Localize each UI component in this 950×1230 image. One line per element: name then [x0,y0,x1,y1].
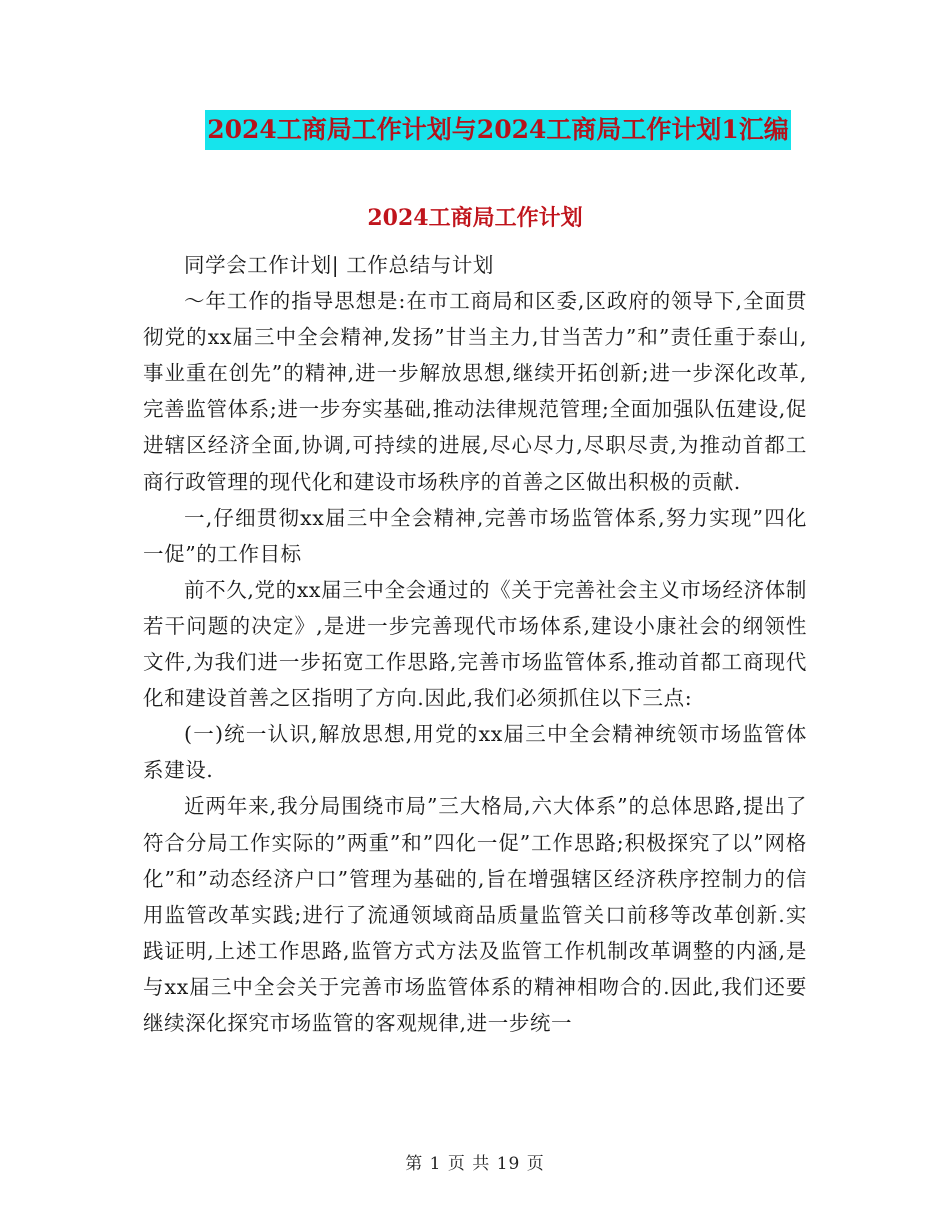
paragraph-decision: 前不久,党的xx届三中全会通过的《关于完善社会主义市场经济体制若干问题的决定》,是进一步完善现代市场体系,建设小康社会的纲领性文件,为我们进一步拓宽工作思路,完善市场监管体系,推动首都工商现代化和建设首善之区指明了方向.因此,我们必须抓住以下三点: [143,577,807,711]
paragraph-category: 同学会工作计划| 工作总结与计划 [184,253,495,277]
paragraph-heading-one: 一,仔细贯彻xx届三中全会精神,完善市场监管体系,努力实现”四化一促”的工作目标 [143,505,807,566]
section-title: 2024工商局工作计划 [367,205,583,231]
paragraph-subheading-one: (一)统一认识,解放思想,用党的xx届三中全会精神统领市场监管体系建设. [143,722,807,783]
document-header [0,110,950,150]
page-number-footer: 第 1 页 共 19 页 [405,1154,545,1174]
document-main-title: 2024工商局工作计划与2024工商局工作计划1汇编 [205,110,791,150]
paragraph-recent-years: 近两年来,我分局围绕市局”三大格局,六大体系”的总体思路,提出了符合分局工作实际的”两重”和”四化一促”工作思路;积极探究了以”网格化”和”动态经济户口”管理为基础的,旨在增强辖区经济秩序控制力的信用监管改革实践;进行了流通领域商品质量监管关口前移等改革创新.实践证明,上述工作思路,监管方式方法及监管工作机制改革调整的内涵,是与xx届三中全会关于完善市场监管体系的精神相吻合的.因此,我们还要继续深化探究市场监管的客观规律,进一步统一 [143,794,807,1035]
paragraph-guiding-thought: ～年工作的指导思想是:在市工商局和区委,区政府的领导下,全面贯彻党的xx届三中全会精神,发扬”甘当主力,甘当苦力”和”责任重于泰山,事业重在创先”的精神,进一步解放思想,继续开拓创新;进一步深化改革,完善监管体系;进一步夯实基础,推动法律规范管理;全面加强队伍建设,促进辖区经济全面,协调,可持续的进展,尽心尽力,尽职尽责,为推动首都工商行政管理的现代化和建设市场秩序的首善之区做出积极的贡献. [143,289,807,494]
document-body [143,247,807,1041]
